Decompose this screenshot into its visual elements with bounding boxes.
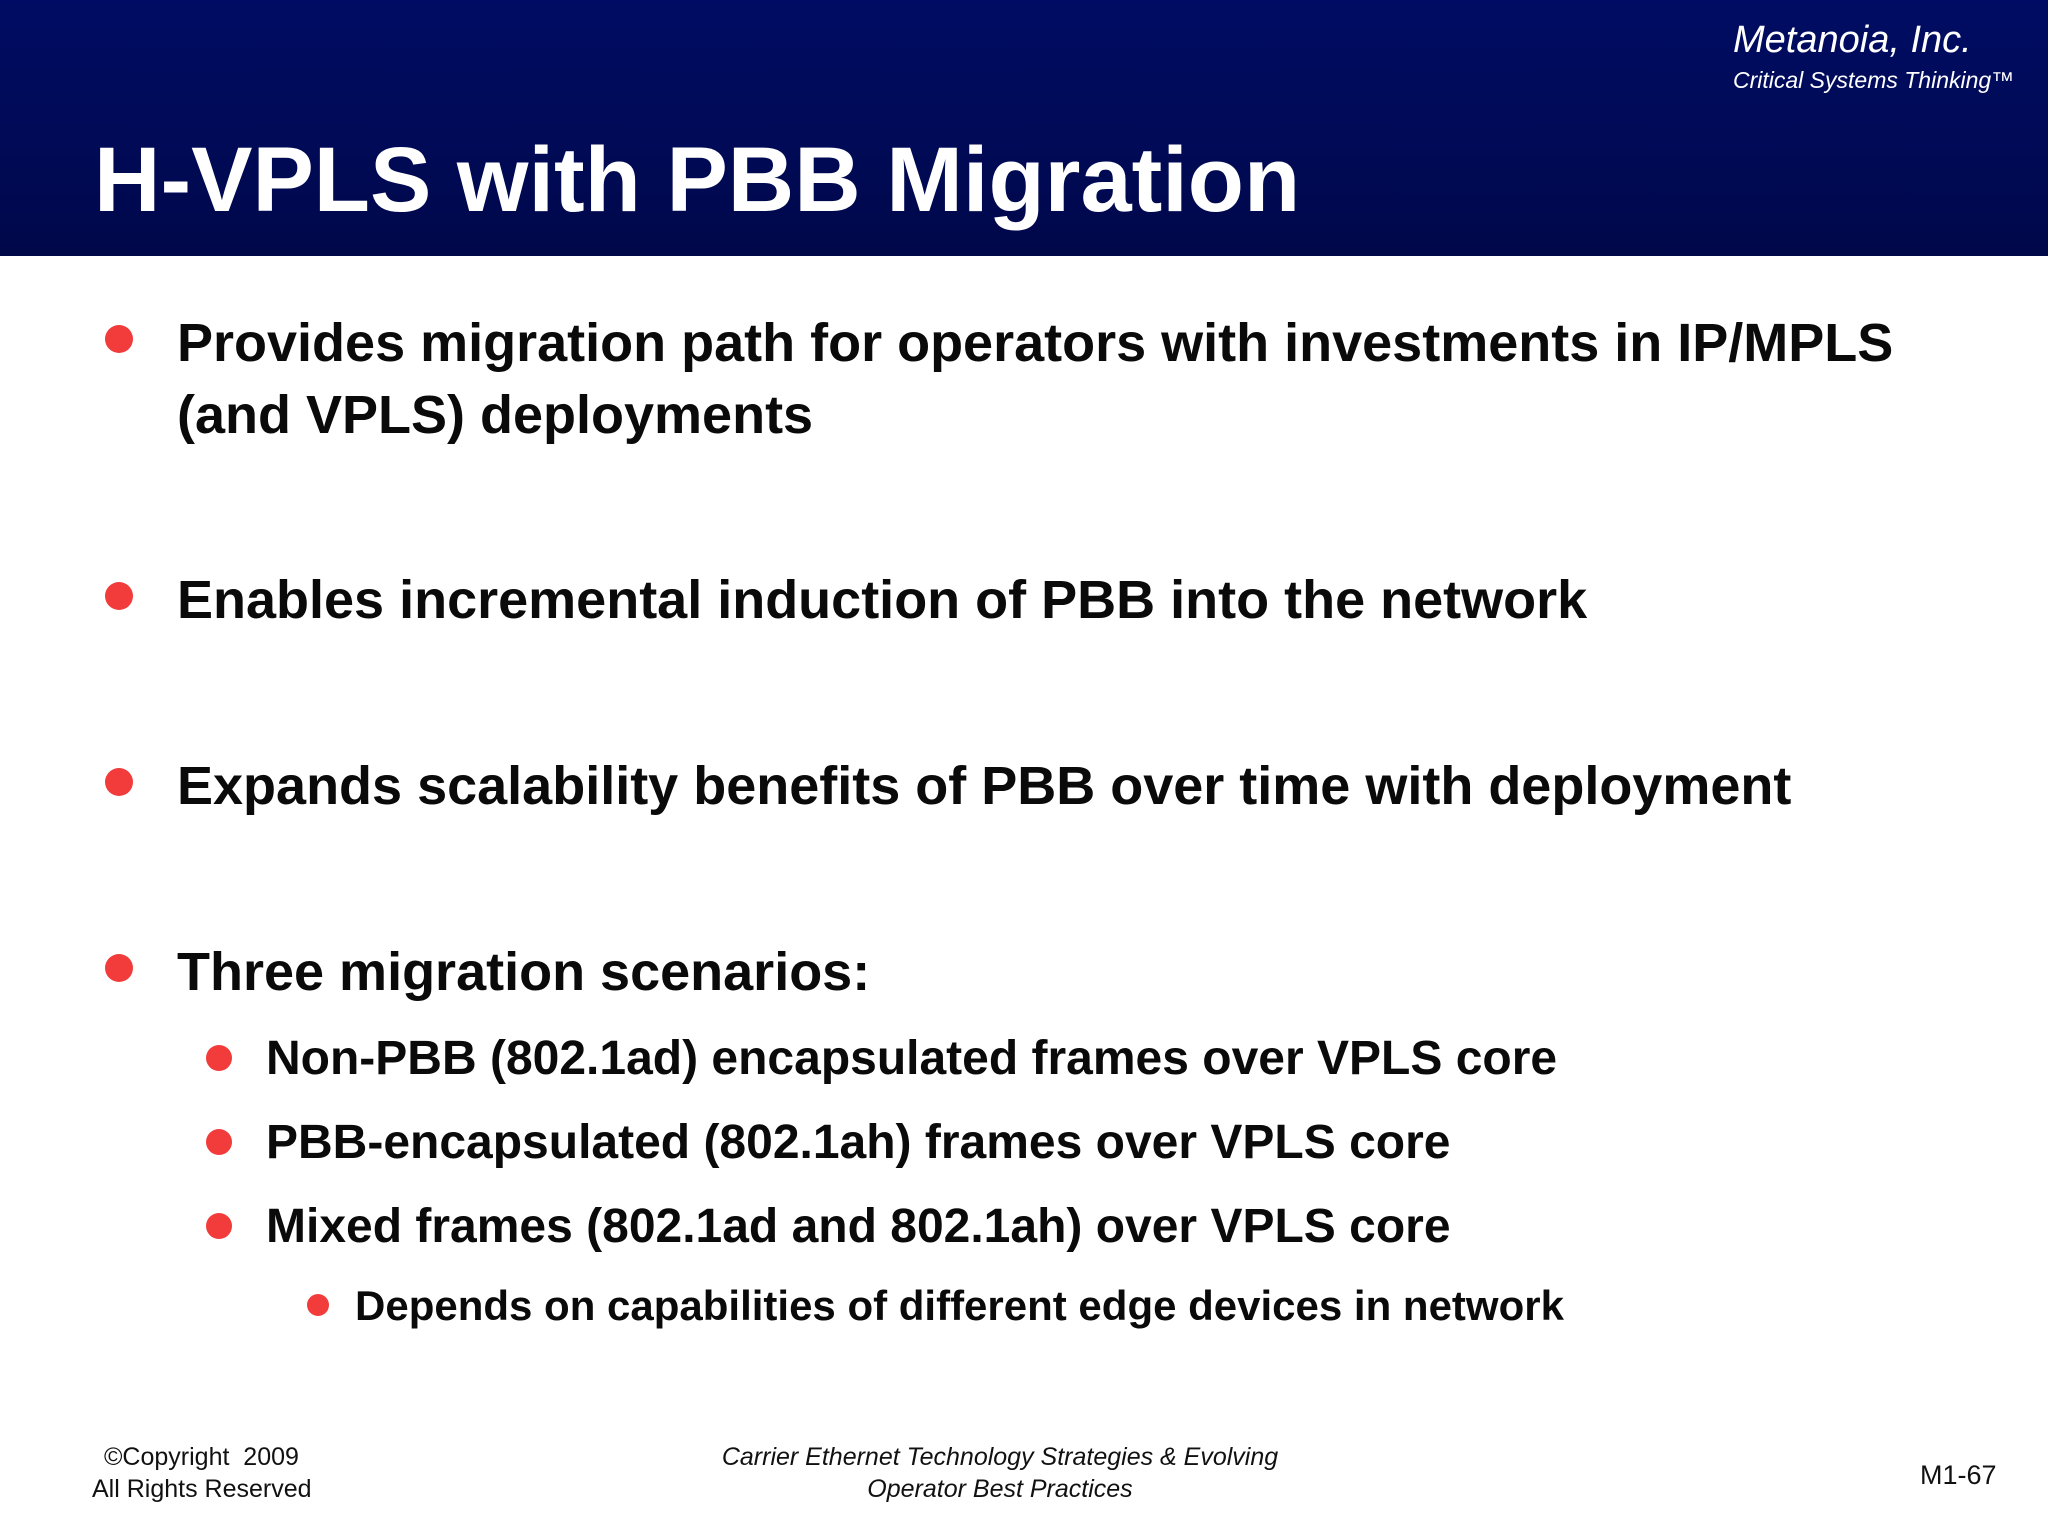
slide-title: H-VPLS with PBB Migration (94, 129, 1301, 231)
bullet-text: Expands scalability benefits of PBB over time with deployment (177, 756, 1792, 816)
bullet-icon (307, 1294, 329, 1316)
bullet-icon (105, 582, 133, 610)
sub-sub-bullet-text: Depends on capabilities of different edge devices in network (355, 1282, 1564, 1329)
sub-bullet-text: PBB-encapsulated (802.1ah) frames over VPLS core (266, 1116, 1451, 1169)
course-title-line2: Operator Best Practices (867, 1475, 1133, 1503)
bullet-icon (105, 768, 133, 796)
footer-course-title (700, 1441, 1300, 1505)
bullet-icon (206, 1045, 232, 1071)
company-name: Metanoia, Inc. (1733, 19, 1972, 61)
bullet-item (177, 307, 1893, 451)
course-title-line1: Carrier Ethernet Technology Strategies & Evolving (721, 1443, 1279, 1471)
bullet-item (177, 750, 1791, 822)
copyright-text: ©Copyright 2009 (104, 1443, 299, 1471)
bullet-text: Three migration scenarios: (177, 942, 871, 1002)
sub-bullet-item (266, 1115, 1450, 1171)
page-number: M1-67 (1920, 1460, 1997, 1490)
company-tagline: Critical Systems Thinking™ (1733, 67, 2015, 93)
bullet-text-continuation: (and VPLS) deployments (177, 385, 814, 445)
sub-bullet-text: Mixed frames (802.1ad and 802.1ah) over VPLS core (266, 1200, 1451, 1253)
bullet-item (177, 564, 1587, 636)
sub-sub-bullet-item (355, 1281, 1564, 1331)
title-banner (0, 0, 2048, 256)
bullet-icon (206, 1129, 232, 1155)
footer-copyright (92, 1441, 312, 1505)
bullet-text: Enables incremental induction of PBB into the network (177, 570, 1588, 630)
bullet-item (177, 936, 870, 1008)
bullet-icon (206, 1213, 232, 1239)
bullet-icon (105, 954, 133, 982)
bullet-icon (105, 325, 133, 353)
sub-bullet-item (266, 1199, 1451, 1255)
rights-text: All Rights Reserved (92, 1475, 312, 1503)
bullet-text: Provides migration path for operators with investments in IP/MPLS (177, 313, 1894, 373)
sub-bullet-item (266, 1031, 1557, 1087)
sub-bullet-text: Non-PBB (802.1ad) encapsulated frames over VPLS core (266, 1032, 1558, 1085)
